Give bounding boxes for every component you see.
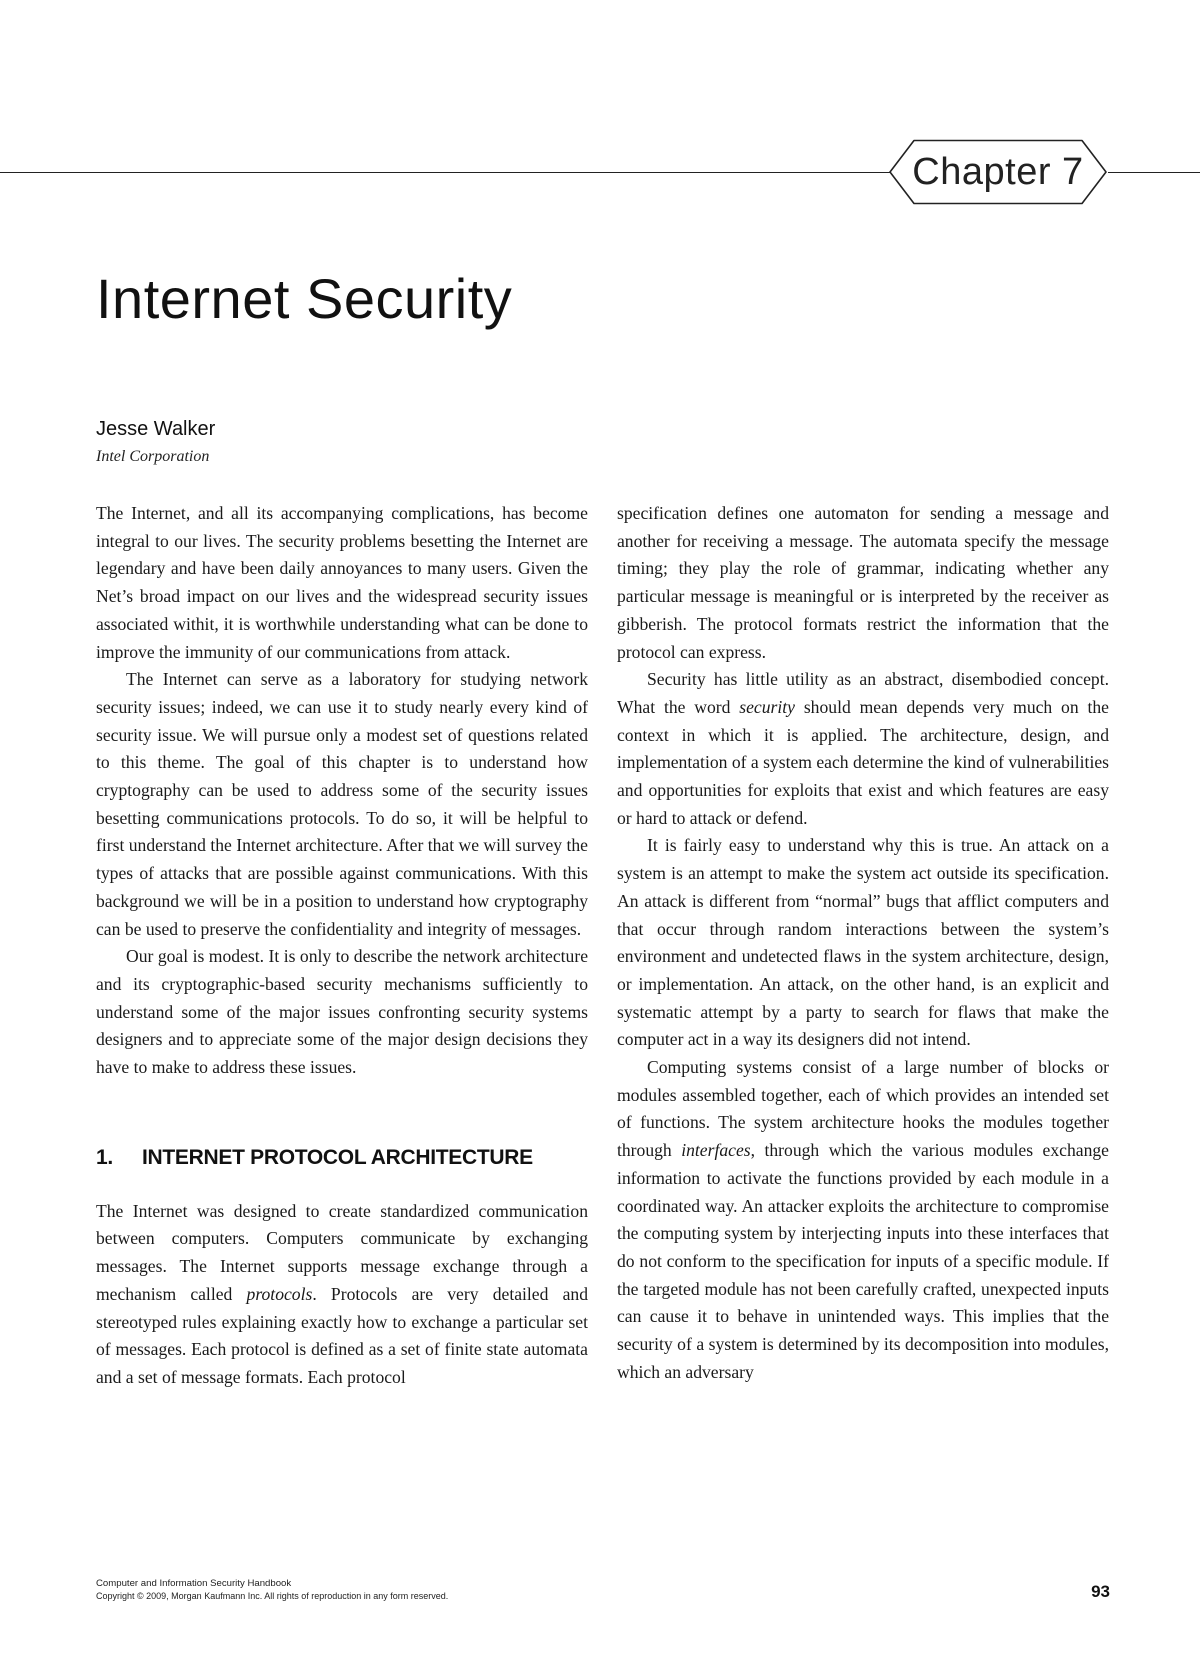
paragraph-protocols-text-1: The Internet was designed to create standardized communication between computers. Computers communicate by exchanging messages. The Internet supports message exchange through a mechanism called (96, 1200, 588, 1304)
section-title: INTERNET PROTOCOL ARCHITECTURE (142, 1145, 533, 1169)
section-number: 1. (96, 1145, 113, 1169)
section-heading (96, 1144, 588, 1172)
paragraph-specification: specification defines one automaton for sending a message and another for receiving a message. The automata specify the message timing; they play the role of grammar, indicating whether any particular message is meaningful or is interpreted by the receiver as gibberish. The protocol formats restrict the information that the protocol can express. (617, 503, 1109, 662)
chapter-rule-left (0, 172, 890, 173)
paragraph-laboratory: The Internet can serve as a laboratory for studying network security issues; indeed, we can use it to study nearly every kind of security issue. We will pursue only a modest set of questions related to this theme. The goal of this chapter is to understand how cryptography can be used to address some of the security issues besetting communications protocols. To do so, it will be helpful to first understand the Internet architecture. After that we will survey the types of attacks that are possible against communications. With this background we will be in a position to understand how cryptography can be used to preserve the confidentiality and integrity of messages. (96, 669, 588, 939)
paragraph-protocols (96, 1198, 588, 1392)
chapter-rule-right (1108, 172, 1200, 173)
paragraph-security-emphasis: security (739, 696, 795, 717)
left-column (96, 500, 588, 1392)
chapter-label-tab (888, 139, 1108, 205)
paragraph-protocols-text-2: . Protocols are very detailed and stereotyped rules explaining exactly how to exchange a particular set of messages. Each protocol is defined as a set of finite state automata and a set of message formats. Each protocol (96, 1283, 588, 1387)
paragraph-modules-emphasis: interfaces (681, 1140, 751, 1161)
author-affiliation: Intel Corporation (96, 448, 210, 465)
right-column (617, 500, 1109, 1387)
paragraph-modules (617, 1054, 1109, 1386)
paragraph-protocols-emphasis: protocols (246, 1283, 313, 1304)
paragraph-goal: Our goal is modest. It is only to describe the network architecture and its cryptographic-based security mechanisms sufficiently to understand some of the major issues confronting security systems designers and to appreciate some of the major design decisions they have to make to address these issues. (96, 946, 588, 1078)
author-name: Jesse Walker (96, 418, 216, 440)
paragraph-modules-text-1: Computing systems consist of a large number of blocks or modules assembled together, each of which provides an intended set of functions. The system architecture hooks the modules together through (617, 1057, 1109, 1161)
paragraph-security-text-1: Security has little utility as an abstract, disembodied concept. What the word (617, 669, 1109, 717)
paragraph-modules-text-2: , through which the various modules exchange information to activate the functions provided by each module in a coordinated way. An attacker exploits the architecture to compromise the computing system by interjecting inputs into these interfaces that do not conform to the specification for inputs of a specific module. If the targeted module has not been carefully crafted, unexpected inputs can cause it to behave in unintended ways. This implies that the security of a system is determined by its decomposition into modules, which an adversary (617, 1140, 1109, 1382)
paragraph-security-text-2: should mean depends very much on the context in which it is applied. The architecture, design, and implementation of a system each determine the kind of vulnerabilities and opportunities for exploits that exist and which features are easy or hard to attack or defend. (617, 696, 1109, 828)
footer-credits (96, 1577, 448, 1603)
chapter-title: Internet Security (96, 267, 513, 330)
paragraph-security-concept (617, 666, 1109, 832)
footer-book-title: Computer and Information Security Handbook (96, 1578, 292, 1589)
footer-copyright: Copyright © 2009, Morgan Kaufmann Inc. All rights of reproduction in any form reserved. (96, 1591, 449, 1601)
page-number: 93 (1091, 1582, 1110, 1601)
paragraph-intro: The Internet, and all its accompanying complications, has become integral to our lives. The security problems besetting the Internet are legendary and have been daily annoyances to many users. Given the Net’s broad impact on our lives and the widespread security issues associated withit, it is worthwhile understanding what can be done to improve the immunity of our communications from attack. (96, 503, 588, 662)
paragraph-attack: It is fairly easy to understand why this is true. An attack on a system is an attempt to make the system act outside its specification. An attack is different from “normal” bugs that afflict computers and that occur through random interactions between the system’s environment and undetected flaws in the system architecture, design, or implementation. An attack, on the other hand, is an explicit and systematic attempt by a party to search for flaws that make the computer act in a way its designers did not intend. (617, 835, 1109, 1050)
chapter-label: Chapter 7 (912, 150, 1084, 193)
